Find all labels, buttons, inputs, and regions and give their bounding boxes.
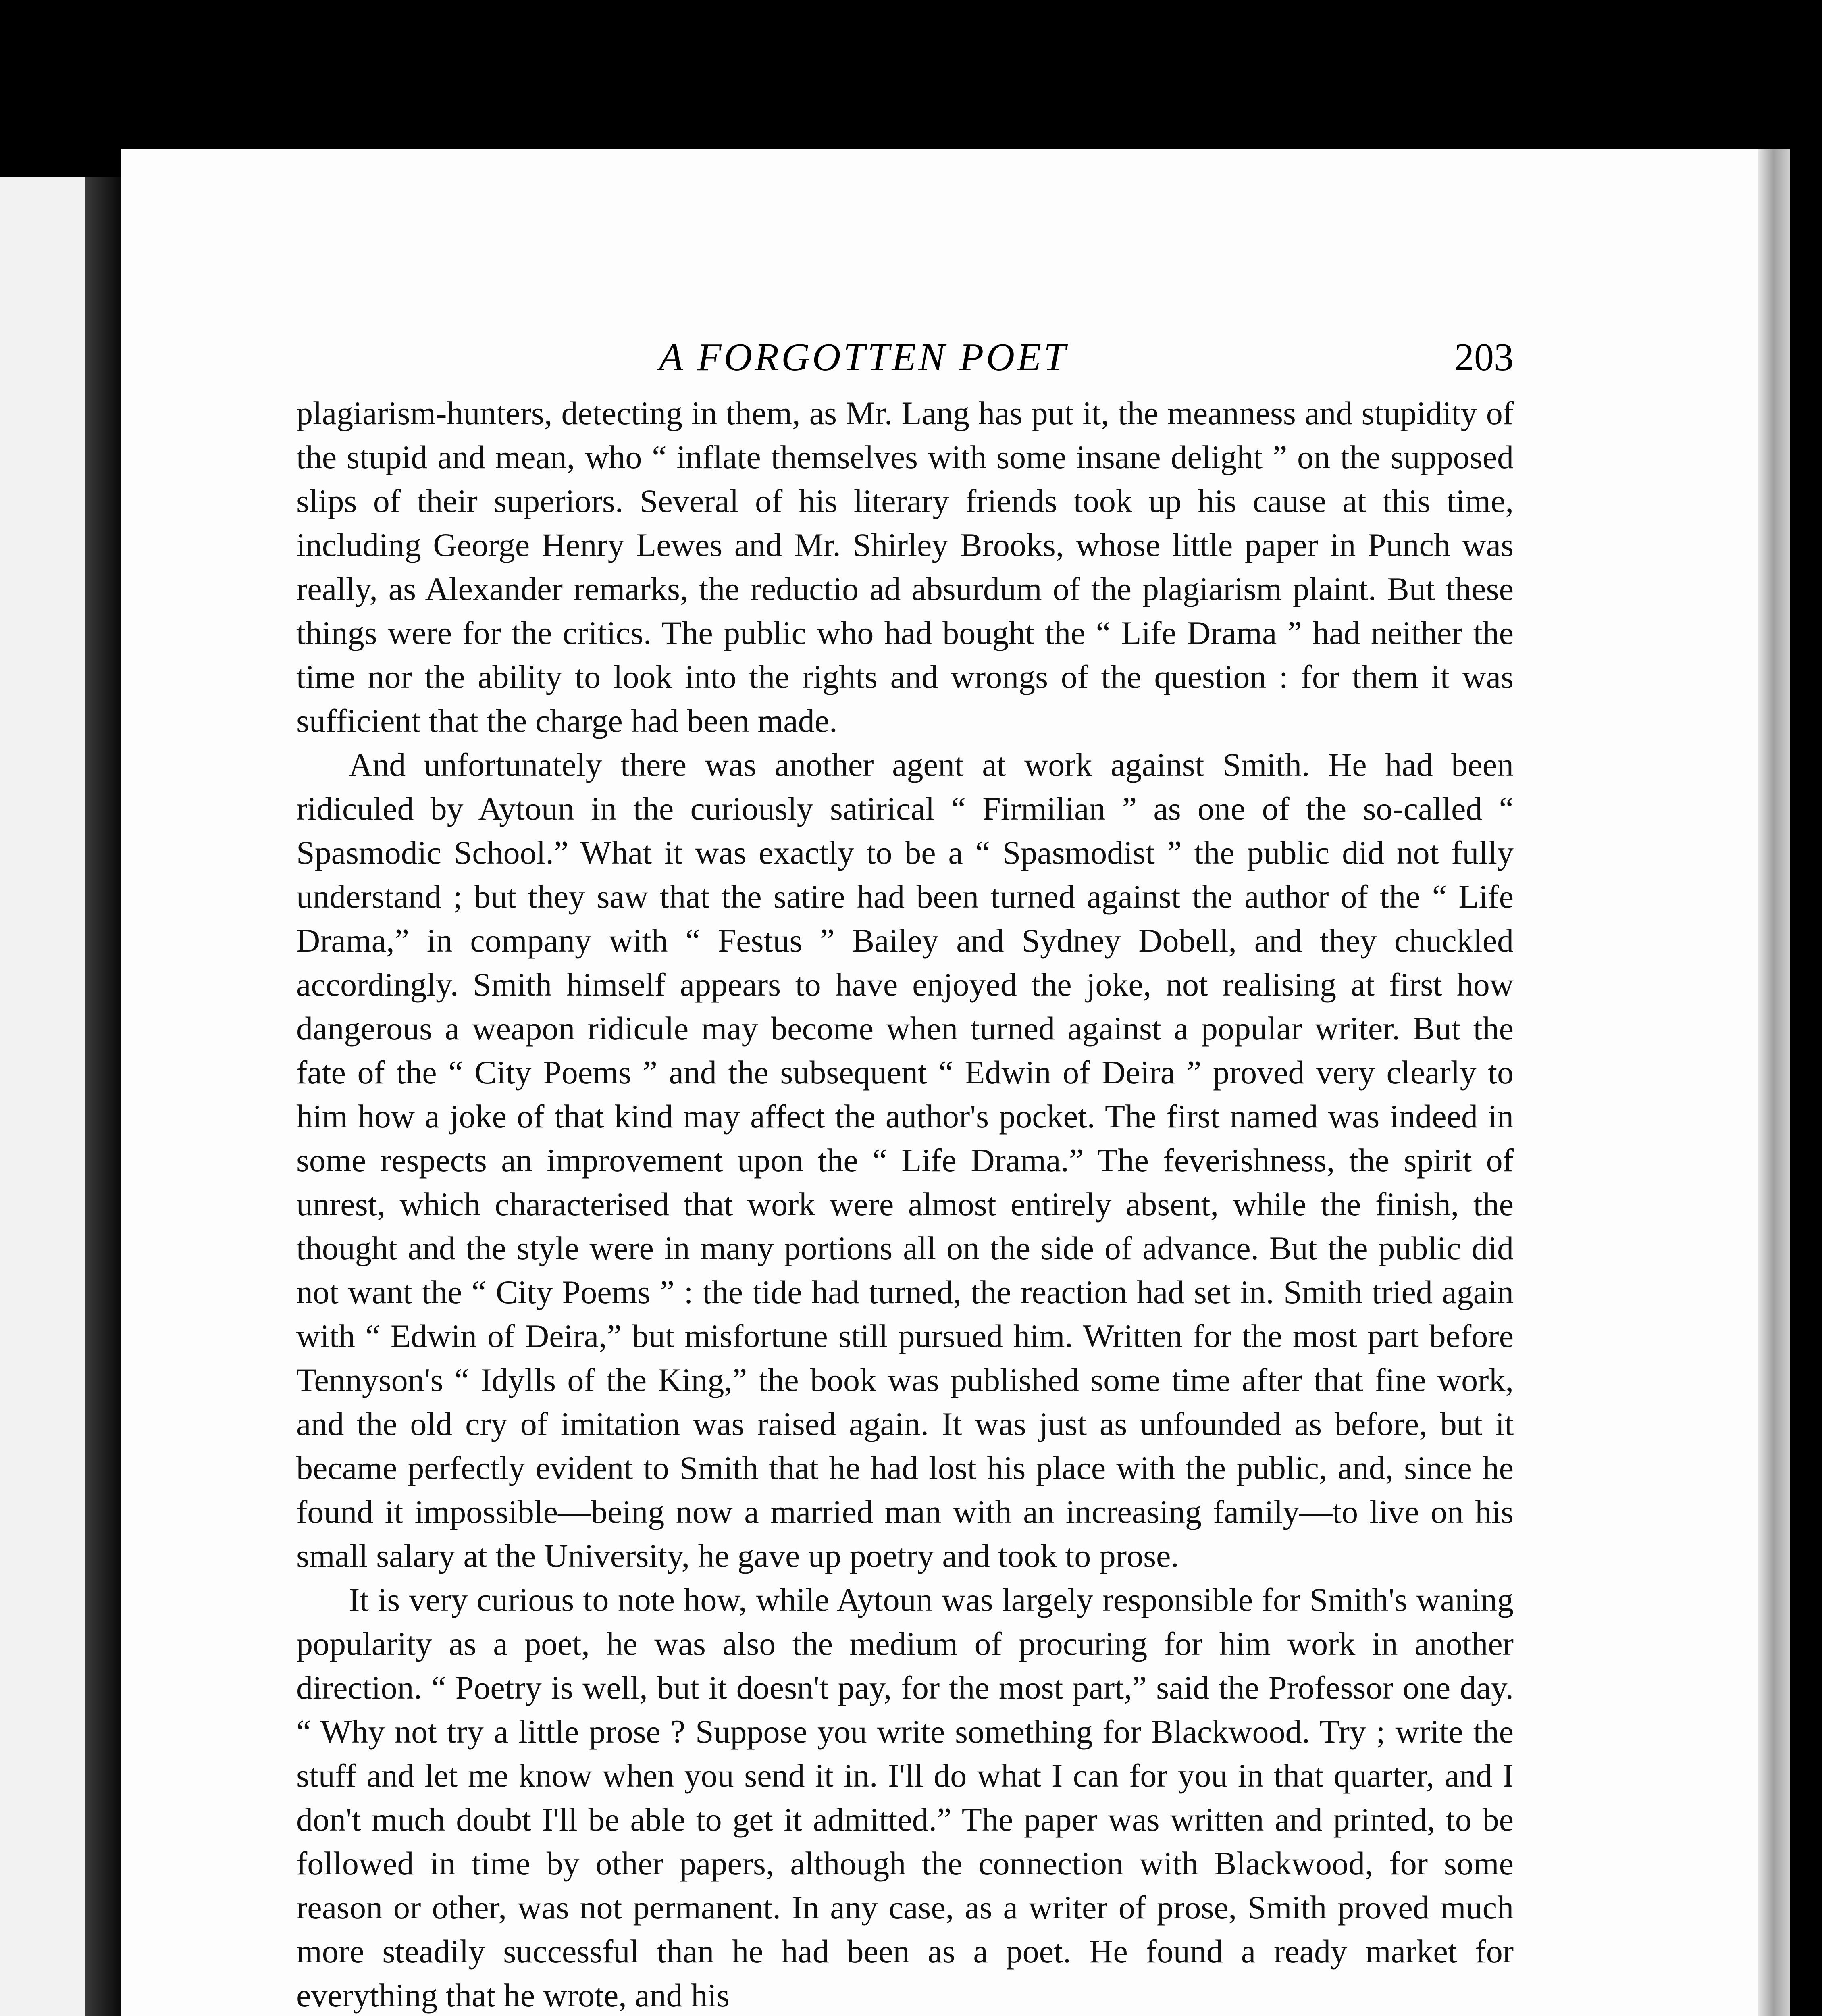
page-text-block [296,331,1514,2016]
running-head [296,331,1514,391]
paragraph-3: It is very curious to note how, while Aytoun was largely responsible for Smith's waning popularity as a poet, he was also the medium of procuring for him work in another direction. “ Poetry is well, but it doesn't pay, for the most part,” said the Professor one day. “ Why not try a little prose ? Suppose you write something for Blackwood. Try ; write the stuff and let me know when you send it in. I'll do what I can for you in that quarter, and I don't much doubt I'll be able to get it admitted.” The paper was written and printed, to be followed in time by other papers, although the connection with Blackwood, for some reason or other, was not permanent. In any case, as a writer of prose, Smith proved much more steadily successful than he had been as a poet. He found a ready market for everything that he wrote, and his [296,1581,1514,2014]
page-edge-right [1758,149,1790,2016]
body-text [296,391,1514,2016]
book-gutter [85,177,121,2016]
paragraph-2: And unfortunately there was another agent at work against Smith. He had been ridiculed by Aytoun in the curiously satirical “ Firmilian ” as one of the so-called “ Spasmodic School.” What it was exactly to be a “ Spasmodist ” the public did not fully understand ; but they saw that the satire had been turned against the author of the “ Life Drama,” in company with “ Festus ” Bailey and Sydney Dobell, and they chuckled accordingly. Smith himself appears to have enjoyed the joke, not realising at first how dangerous a weapon ridicule may become when turned against a popular writer. But the fate of the “ City Poems ” and the subsequent “ Edwin of Deira ” proved very clearly to him how a joke of that kind may affect the author's pocket. The first named was indeed in some respects an improvement upon the “ Life Drama.” The feverishness, the spirit of unrest, which characterised that work were almost entirely absent, while the finish, the thought and the style were in many portions all on the side of advance. But the public did not want the “ City Poems ” : the tide had turned, the reaction had set in. Smith tried again with “ Edwin of Deira,” but misfortune still pursued him. Written for the most part before Tennyson's “ Idylls of the King,” the book was published some time after that fine work, and the old cry of imitation was raised again. It was just as unfounded as before, but it became perfectly evident to Smith that he had lost his place with the public, and, since he found it impossible—being now a married man with an increasing family—to live on his small salary at the University, he gave up poetry and took to prose. [296,746,1514,1574]
running-title: A FORGOTTEN POET [659,335,1068,379]
paragraph-1: plagiarism-hunters, detecting in them, as Mr. Lang has put it, the meanness and stupidity of the stupid and mean, who “ inflate themselves with some insane delight ” on the supposed slips of their superiors. Several of his literary friends took up his cause at this time, including George Henry Lewes and Mr. Shirley Brooks, whose little paper in Punch was really, as Alexander remarks, the reductio ad absurdum of the plagiarism plaint. But these things were for the critics. The public who had bought the “ Life Drama ” had neither the time nor the ability to look into the rights and wrongs of the question : for them it was sufficient that the charge had been made. [296,395,1514,739]
page-number: 203 [1454,335,1514,379]
previous-page-edge [0,177,85,2016]
